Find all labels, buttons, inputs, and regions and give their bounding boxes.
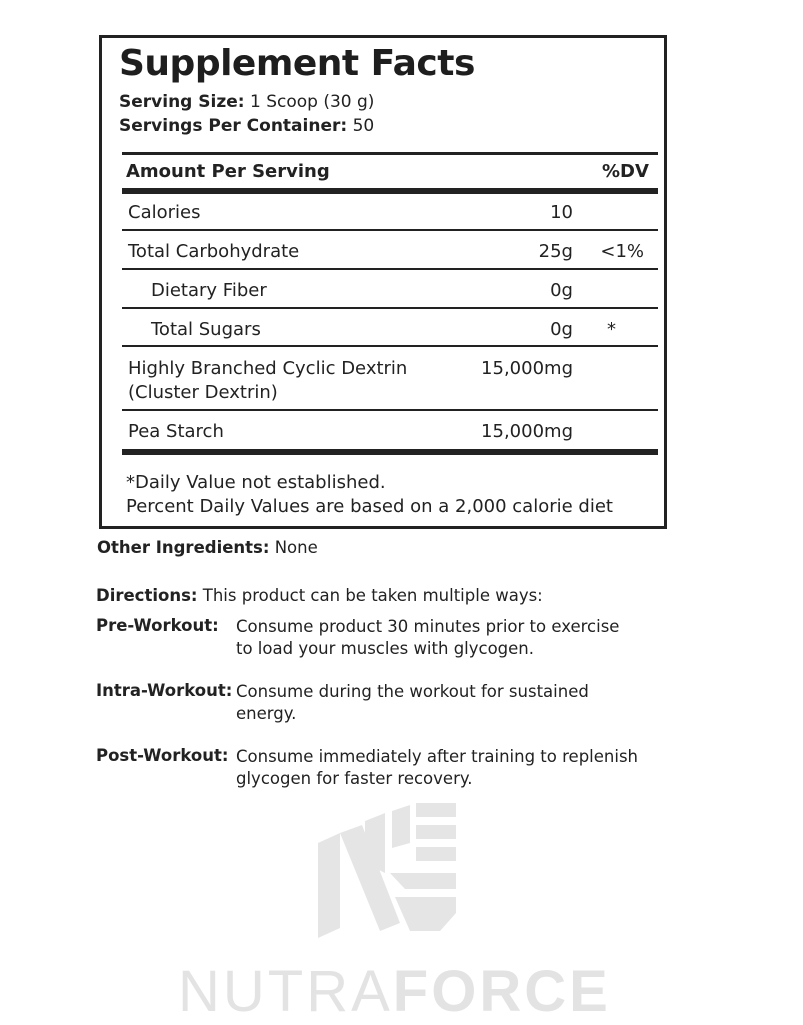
other-ingredients-value: None xyxy=(274,538,318,557)
directions-intro-text: This product can be taken multiple ways: xyxy=(202,586,543,605)
intra-workout-text xyxy=(236,681,686,725)
directions-label: Directions: xyxy=(96,586,198,605)
nutrient-name-line2: (Cluster Dextrin) xyxy=(128,382,278,403)
nutrient-name: Calories xyxy=(128,202,201,223)
servings-value: 50 xyxy=(352,116,375,136)
divider-rule xyxy=(122,268,658,270)
brand-wordmark-part1: NUTRA xyxy=(178,959,393,1024)
pre-workout-line2: to load your muscles with glycogen. xyxy=(236,639,535,658)
brand-wordmark xyxy=(178,958,611,1025)
directions-intro xyxy=(96,586,543,605)
divider-rule xyxy=(122,345,658,347)
divider-thick xyxy=(122,188,658,194)
divider-thick xyxy=(122,449,658,455)
nutrient-name: Pea Starch xyxy=(128,421,224,442)
serving-size-value: 1 Scoop (30 g) xyxy=(249,92,375,112)
divider-rule xyxy=(122,409,658,411)
post-workout-label: Post-Workout: xyxy=(96,746,229,765)
nutrient-name: Highly Branched Cyclic Dextrin xyxy=(128,358,408,379)
header-dv: %DV xyxy=(602,161,649,182)
nutrient-name: Dietary Fiber xyxy=(151,280,267,301)
header-amount: Amount Per Serving xyxy=(126,161,330,182)
nutrient-amount: 0g xyxy=(550,280,573,301)
intra-workout-label: Intra-Workout: xyxy=(96,681,233,700)
nutrient-name: Total Sugars xyxy=(151,319,261,340)
nutrient-amount: 15,000mg xyxy=(481,358,573,379)
brand-wordmark-part2: FORCE xyxy=(392,959,611,1024)
supplement-facts-panel xyxy=(99,35,667,529)
servings-per-container xyxy=(119,116,374,136)
nutrient-amount: 15,000mg xyxy=(481,421,573,442)
intra-workout-line1: Consume during the workout for sustained xyxy=(236,682,589,701)
post-workout-line2: glycogen for faster recovery. xyxy=(236,769,473,788)
post-workout-line1: Consume immediately after training to replenish xyxy=(236,747,638,766)
serving-size-label: Serving Size: xyxy=(119,92,245,112)
divider-rule xyxy=(122,229,658,231)
nutrient-name: Total Carbohydrate xyxy=(128,241,300,262)
servings-label: Servings Per Container: xyxy=(119,116,348,136)
nutrient-amount: 10 xyxy=(550,202,573,223)
facts-title: Supplement Facts xyxy=(119,43,475,84)
post-workout-text xyxy=(236,746,686,790)
serving-size xyxy=(119,92,374,112)
nutrient-amount: 25g xyxy=(538,241,573,262)
footnote-percent-daily-values: Percent Daily Values are based on a 2,000 calorie diet xyxy=(126,496,613,517)
divider-rule xyxy=(122,307,658,309)
nutrient-dv: * xyxy=(607,319,616,340)
pre-workout-text xyxy=(236,616,686,660)
footnote-dv-not-established: *Daily Value not established. xyxy=(126,472,386,493)
nutrient-dv: <1% xyxy=(600,241,644,262)
intra-workout-line2: energy. xyxy=(236,704,297,723)
pre-workout-line1: Consume product 30 minutes prior to exercise xyxy=(236,617,620,636)
nutrient-amount: 0g xyxy=(550,319,573,340)
other-ingredients xyxy=(97,538,318,557)
nutraforce-logo-icon xyxy=(310,803,460,953)
divider-rule xyxy=(122,152,658,155)
pre-workout-label: Pre-Workout: xyxy=(96,616,219,635)
other-ingredients-label: Other Ingredients: xyxy=(97,538,270,557)
